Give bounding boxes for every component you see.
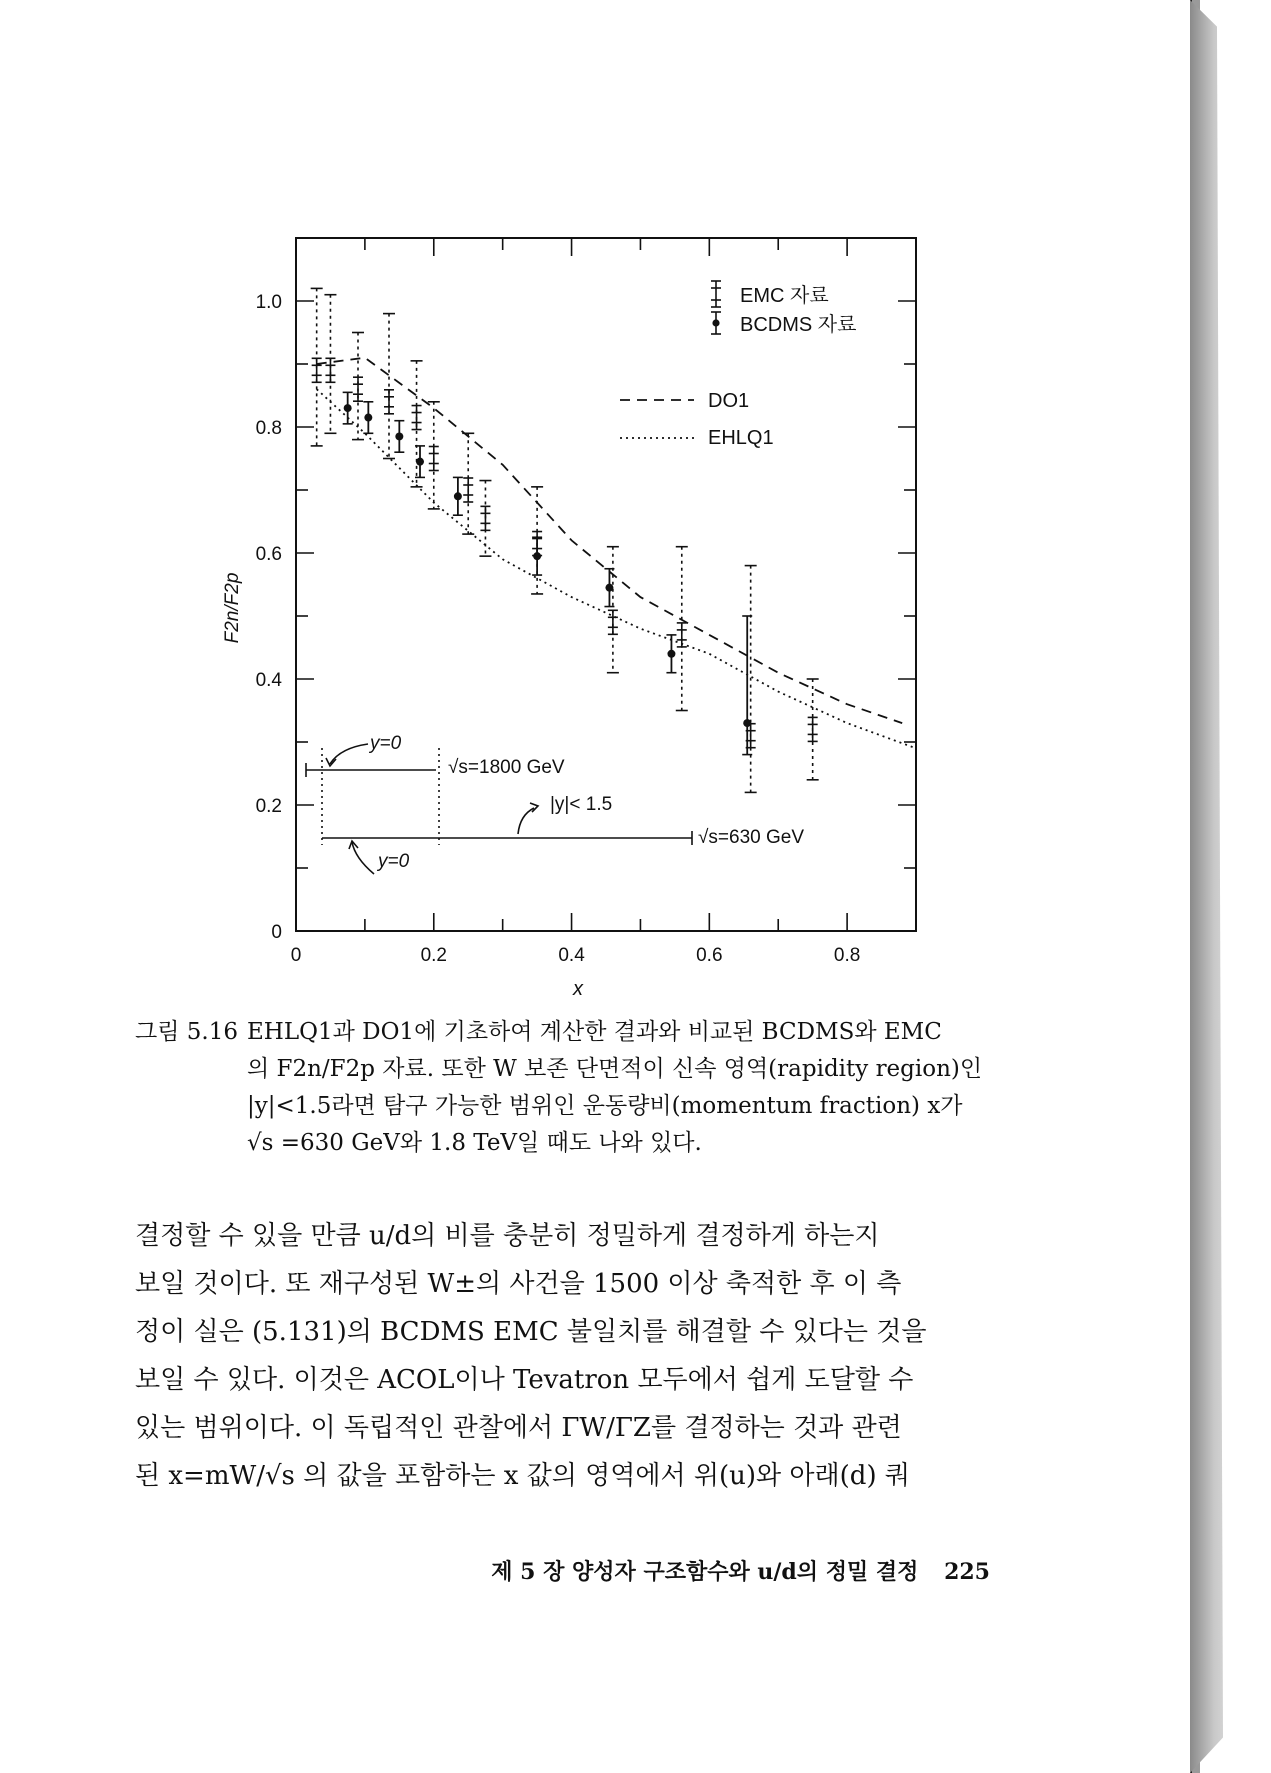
curves [317,358,916,749]
emc-point [607,547,619,673]
bcdms-point [415,446,425,478]
emc-point [479,481,491,557]
x-axis-label: x [573,978,583,1000]
body-line: 결정할 수 있을 만큼 u/d의 비를 충분히 정밀하게 결정하게 하는지 [135,1221,880,1251]
body-line: 보일 것이다. 또 재구성된 W±의 사건을 1500 이상 축적한 후 이 측 [135,1269,902,1299]
legend-do1-label: DO1 [708,390,750,412]
caption-line: √s =630 GeV와 1.8 TeV일 때도 나와 있다. [247,1130,702,1156]
caption-line: 의 F2n/F2p 자료. 또한 W 보존 단면적이 신속 영역(rapidity region)인 [247,1056,983,1082]
emc-point [311,288,323,446]
body-line: 있는 범위이다. 이 독립적인 관찰에서 ΓW/ΓZ를 결정하는 것과 관련 [135,1413,902,1443]
legend-ehlq1-label: EHLQ1 [708,427,774,449]
emc-point [324,295,336,434]
x-tick-label: 0.2 [420,945,447,966]
legend-emc-marker [711,281,721,307]
running-footer [470,1555,990,1586]
y-tick-label: 0.8 [255,418,282,439]
y-tick-label: 0.6 [255,544,282,565]
body-line: 정이 실은 (5.131)의 BCDMS EMC 불일치를 해결할 수 있다는 것을 [135,1317,927,1347]
y-axis-label: F2n/F2p [222,572,243,644]
curve-ehlq1 [317,389,916,748]
emc-point [676,547,688,711]
arrow-y0-bottom [352,842,374,874]
bcdms-marker [364,414,372,422]
legend-bcdms-label: BCDMS 자료 [740,314,857,336]
emc-point [428,402,440,509]
emc-point [383,314,395,459]
y-tick-label: 0.4 [255,670,282,691]
annotation-y0-top: y=0 [370,733,402,754]
body-line: 보일 수 있다. 이것은 ACOL이나 Tevatron 모두에서 쉽게 도달할 수 [135,1365,914,1395]
annotation-abs-y: |y|< 1.5 [550,794,613,815]
page-number: 225 [944,1559,990,1585]
x-tick-label: 0.4 [558,945,585,966]
bcdms-point [532,537,542,575]
emc-point [462,433,474,534]
bcdms-marker [533,552,541,560]
legend-bcdms-marker [711,312,721,334]
annotation-s630: √s=630 GeV [698,827,805,848]
rapidity-annotation [306,733,804,874]
bcdms-marker [667,650,675,658]
data-points [311,288,819,792]
caption-body [247,1014,1007,1162]
curve-do1 [317,358,903,723]
bcdms-point [394,421,404,453]
y-tick-label: 0 [271,922,282,943]
emc-point [352,333,364,440]
caption-label: 그림 5.16 [135,1019,238,1045]
x-tick-label: 0.8 [833,945,861,966]
x-tick-label: 0.6 [696,945,723,966]
y-tick-label: 0.2 [255,796,282,817]
bcdms-point [363,402,373,434]
bcdms-marker [454,492,462,500]
bcdms-point [343,392,353,424]
legend-emc-label: EMC 자료 [740,285,829,307]
bcdms-marker [395,432,403,440]
x-tick-label: 0 [290,945,302,966]
legend [620,281,856,449]
bcdms-marker [416,458,424,466]
bcdms-point [666,635,676,673]
page-curl-shadow [1190,0,1250,1773]
arrow-abs-y [518,808,534,834]
bcdms-point [453,477,463,515]
caption-line: |y|<1.5라면 탐구 가능한 범위인 운동량비(momentum fraction) x가 [247,1093,963,1119]
emc-point [807,679,819,780]
figure-caption [135,1014,1005,1156]
footer-chapter-title: 제 5 장 양성자 구조함수와 u/d의 정밀 결정 [491,1559,919,1585]
annotation-s1800: √s=1800 GeV [448,757,565,778]
body-paragraph [135,1212,1005,1500]
bcdms-marker [605,584,613,592]
bcdms-marker [743,719,751,727]
caption-line: EHLQ1과 DO1에 기초하여 계산한 결과와 비교된 BCDMS와 EMC [247,1019,942,1045]
y-tick-label: 1.0 [255,292,282,313]
bcdms-marker [344,404,352,412]
annotation-y0-bottom: y=0 [378,851,410,872]
arrow-y0-top [330,744,368,764]
body-line: 된 x=mW/√s 의 값을 포함하는 x 값의 영역에서 위(u)와 아래(d) 쿼 [135,1461,910,1491]
